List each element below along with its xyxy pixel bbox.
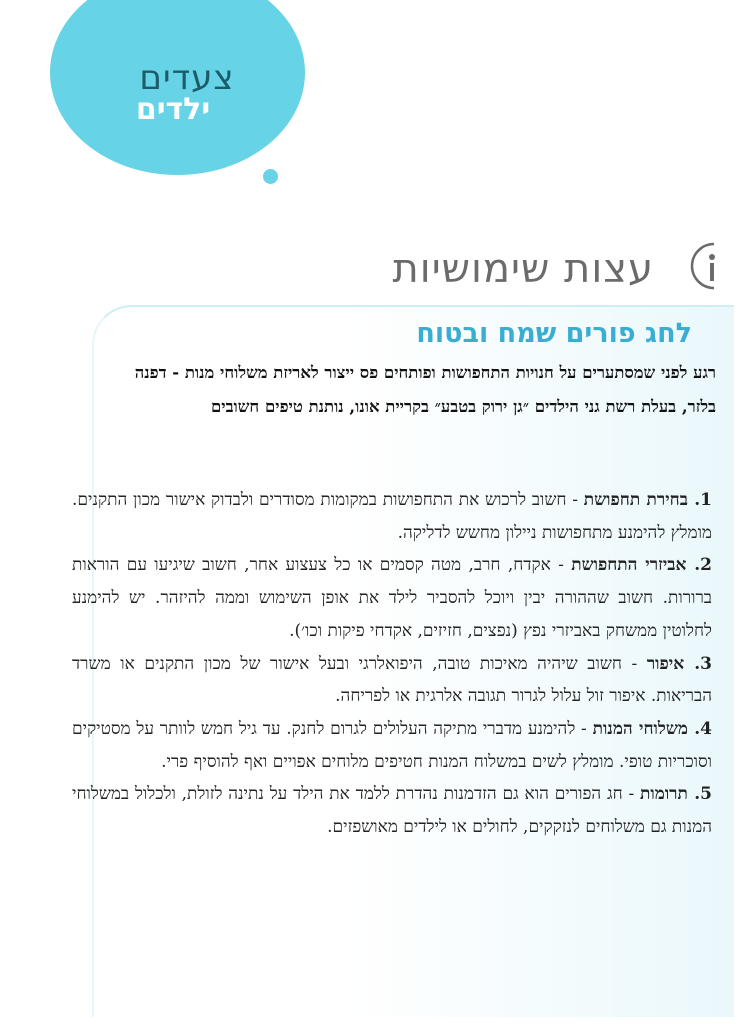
section-title: עצות שימושיות [392,246,654,292]
logo-word-steps: צעדים [139,58,235,98]
tip-title: 3. איפור [646,653,712,674]
tips-list [72,484,712,844]
tip-item [72,484,712,549]
tip-title: 4. משלוחי המנות [592,718,712,739]
info-icon [684,240,730,292]
tip-title: 2. אביזרי התחפושת [571,555,712,576]
tip-text: - להימנע מדברי מתיקה העלולים לגרום לחנק. עד גיל חמש לוותר על מסטיקים וסוכריות טופי. מומלץ לשים במשלוח המנות חטיפים מלוחים אפויים ואף להוסיף פרי. [72,718,712,772]
tip-item [72,778,712,843]
tip-text: - חג הפורים הוא גם הזדמנות נהדרת ללמד את הילד על נתינה לזולת, ולכלול במשלוחי המנות גם משלוחים לנזקקים, לחולים או לילדים מאושפזים. [72,784,712,838]
tip-text: - חשוב שיהיה מאיכות טובה, היפואלרגי ובעל אישור של מכון התקנים או משרד הבריאות. איפור זול עלול לגרור תגובה אלרגית או לפריחה. [72,653,712,707]
tip-item [72,648,712,713]
tip-item [72,713,712,778]
tip-title: 1. בחירת תחפושת [583,490,712,510]
tip-text: - אקדח, חרב, מטה קסמים או כל צעצוע אחר, חשוב שיגיעו עם הוראות ברורות. חשוב שההורה יבין ויוכל להסביר לילד את אופן השימוש וממה להיזהר. יש להימנע לחלוטין ממשחק באביזרי נפץ (נפצים, חזיזים, אקדחי פיקות וכו׳). [72,555,712,641]
logo-dot [263,169,278,184]
tip-item [72,549,712,647]
logo-word-children: ילדים [135,92,211,127]
tip-title: 5. תרומות [640,784,712,805]
article-intro: רגע לפני שמסתערים על חנויות התחפושות ופותחים פס ייצור לאריזת משלוחי מנות - דפנה בלזר, בעלת רשת גני הילדים ״גן ירוק בטבע״ בקריית אונו, נותנת טיפים חשובים [134,363,716,416]
tip-text: - חשוב לרכוש את התחפושות במקומות מסודרים ולבדוק אישור מכון התקנים. מומלץ להימנע מתחפושות ניילון מחשש לדליקה. [72,490,712,543]
article-heading: לחג פורים שמח ובטוח [416,318,692,349]
